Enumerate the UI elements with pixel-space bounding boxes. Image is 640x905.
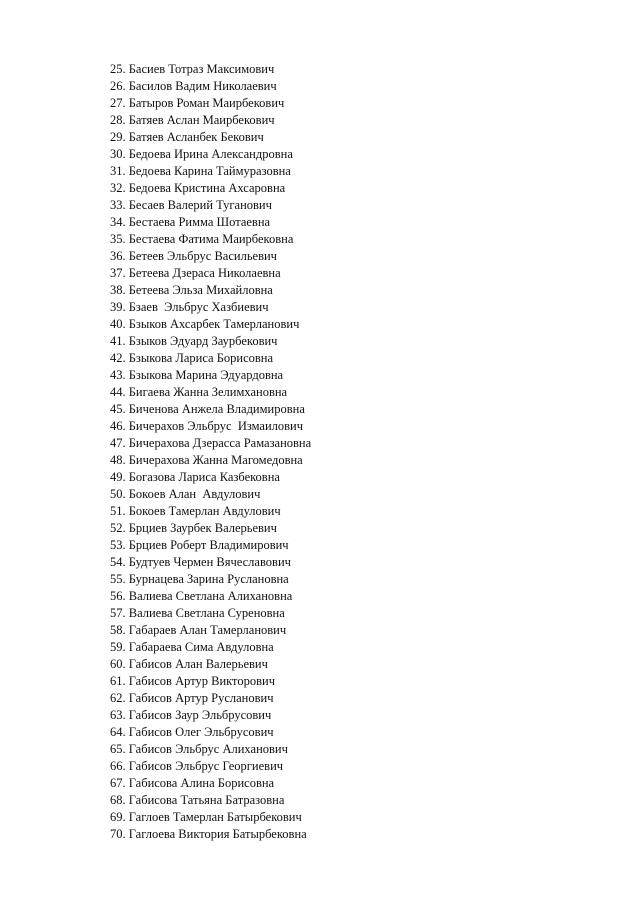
person-name: Бзыкова Лариса Борисовна [128,351,274,365]
entry-number: 28. [110,113,126,127]
entry-number: 46. [110,419,126,433]
list-item [110,197,311,214]
list-item [110,316,311,333]
entry-number: 63. [110,708,126,722]
entry-number: 62. [110,691,126,705]
person-name: Батяев Аслан Маирбекович [128,113,275,127]
list-item [110,384,311,401]
person-name: Брциев Заурбек Валерьевич [128,521,277,535]
entry-number: 66. [110,759,126,773]
entry-number: 57. [110,606,126,620]
entry-number: 52. [110,521,126,535]
person-name: Бичерахов Эльбрус Измаилович [128,419,304,433]
list-item [110,826,311,843]
entry-number: 40. [110,317,126,331]
entry-number: 42. [110,351,126,365]
list-item [110,656,311,673]
list-item [110,690,311,707]
person-name: Габисов Алан Валерьевич [128,657,268,671]
person-name: Бетеева Эльза Михайловна [128,283,273,297]
list-item [110,775,311,792]
person-name: Бокоев Тамерлан Авдулович [128,504,281,518]
entry-number: 30. [110,147,126,161]
entry-number: 39. [110,300,126,314]
name-list [110,61,311,843]
list-item [110,129,311,146]
entry-number: 31. [110,164,126,178]
person-name: Бестаева Фатима Маирбековна [128,232,294,246]
person-name: Габисов Артур Викторович [128,674,275,688]
entry-number: 51. [110,504,126,518]
person-name: Габисов Заур Эльбрусович [128,708,272,722]
person-name: Батяев Асланбек Бекович [128,130,264,144]
person-name: Габисова Татьяна Батразовна [128,793,285,807]
entry-number: 64. [110,725,126,739]
entry-number: 61. [110,674,126,688]
entry-number: 70. [110,827,126,841]
entry-number: 65. [110,742,126,756]
entry-number: 43. [110,368,126,382]
list-item [110,248,311,265]
entry-number: 49. [110,470,126,484]
list-item [110,520,311,537]
list-item [110,792,311,809]
entry-number: 41. [110,334,126,348]
person-name: Габисов Олег Эльбрусович [128,725,274,739]
person-name: Брциев Роберт Владимирович [128,538,289,552]
entry-number: 38. [110,283,126,297]
entry-number: 69. [110,810,126,824]
entry-number: 55. [110,572,126,586]
entry-number: 26. [110,79,126,93]
list-item [110,622,311,639]
list-item [110,265,311,282]
person-name: Будтуев Чермен Вячеславович [128,555,291,569]
person-name: Габисов Эльбрус Георгиевич [128,759,284,773]
entry-number: 59. [110,640,126,654]
person-name: Бедоева Карина Таймуразовна [128,164,291,178]
list-item [110,486,311,503]
list-item [110,673,311,690]
entry-number: 37. [110,266,126,280]
person-name: Бичерахова Жанна Магомедовна [128,453,303,467]
list-item [110,78,311,95]
list-item [110,639,311,656]
person-name: Габисов Эльбрус Алиханович [128,742,288,756]
person-name: Гаглоева Виктория Батырбековна [128,827,307,841]
person-name: Бурнацева Зарина Руслановна [128,572,289,586]
person-name: Богазова Лариса Казбековна [128,470,280,484]
person-name: Бзыков Эдуард Заурбекович [128,334,278,348]
list-item [110,452,311,469]
list-item [110,741,311,758]
entry-number: 44. [110,385,126,399]
person-name: Бзыкова Марина Эдуардовна [128,368,284,382]
list-item [110,588,311,605]
list-item [110,554,311,571]
entry-number: 45. [110,402,126,416]
entry-number: 29. [110,130,126,144]
list-item [110,605,311,622]
person-name: Басиев Тотраз Максимович [128,62,275,76]
list-item [110,61,311,78]
list-item [110,112,311,129]
entry-number: 35. [110,232,126,246]
list-item [110,758,311,775]
list-item [110,350,311,367]
entry-number: 56. [110,589,126,603]
person-name: Валиева Светлана Алихановна [128,589,293,603]
entry-number: 33. [110,198,126,212]
person-name: Бедоева Ирина Александровна [128,147,293,161]
list-item [110,809,311,826]
person-name: Бетеева Дзераса Николаевна [128,266,281,280]
list-item [110,95,311,112]
person-name: Бедоева Кристина Ахсаровна [128,181,286,195]
list-item [110,724,311,741]
entry-number: 25. [110,62,126,76]
person-name: Бичерахова Дзерасса Рамазановна [128,436,312,450]
person-name: Бетеев Эльбрус Васильевич [128,249,277,263]
person-name: Гаглоев Тамерлан Батырбекович [128,810,302,824]
list-item [110,299,311,316]
entry-number: 34. [110,215,126,229]
entry-number: 32. [110,181,126,195]
list-item [110,418,311,435]
person-name: Бесаев Валерий Туганович [128,198,272,212]
list-item [110,180,311,197]
list-item [110,231,311,248]
person-name: Бестаева Римма Шотаевна [128,215,271,229]
entry-number: 67. [110,776,126,790]
entry-number: 50. [110,487,126,501]
list-item [110,146,311,163]
entry-number: 47. [110,436,126,450]
person-name: Батыров Роман Маирбекович [128,96,285,110]
person-name: Бзыков Ахсарбек Тамерланович [128,317,300,331]
list-item [110,435,311,452]
list-item [110,401,311,418]
list-item [110,503,311,520]
list-item [110,571,311,588]
entry-number: 36. [110,249,126,263]
list-item [110,707,311,724]
person-name: Габисова Алина Борисовна [128,776,275,790]
person-name: Валиева Светлана Суреновна [128,606,285,620]
person-name: Биченова Анжела Владимировна [128,402,305,416]
list-item [110,537,311,554]
person-name: Габараев Алан Тамерланович [128,623,287,637]
person-name: Бигаева Жанна Зелимхановна [128,385,288,399]
person-name: Басилов Вадим Николаевич [128,79,277,93]
person-name: Габисов Артур Русланович [128,691,274,705]
person-name: Бокоев Алан Авдулович [128,487,261,501]
person-name: Габараева Сима Авдуловна [128,640,274,654]
entry-number: 68. [110,793,126,807]
list-item [110,469,311,486]
entry-number: 27. [110,96,126,110]
list-item [110,367,311,384]
entry-number: 48. [110,453,126,467]
entry-number: 58. [110,623,126,637]
list-item [110,282,311,299]
entry-number: 60. [110,657,126,671]
list-item [110,214,311,231]
entry-number: 54. [110,555,126,569]
list-item [110,163,311,180]
list-item [110,333,311,350]
person-name: Бзаев Эльбрус Хазбиевич [128,300,269,314]
entry-number: 53. [110,538,126,552]
